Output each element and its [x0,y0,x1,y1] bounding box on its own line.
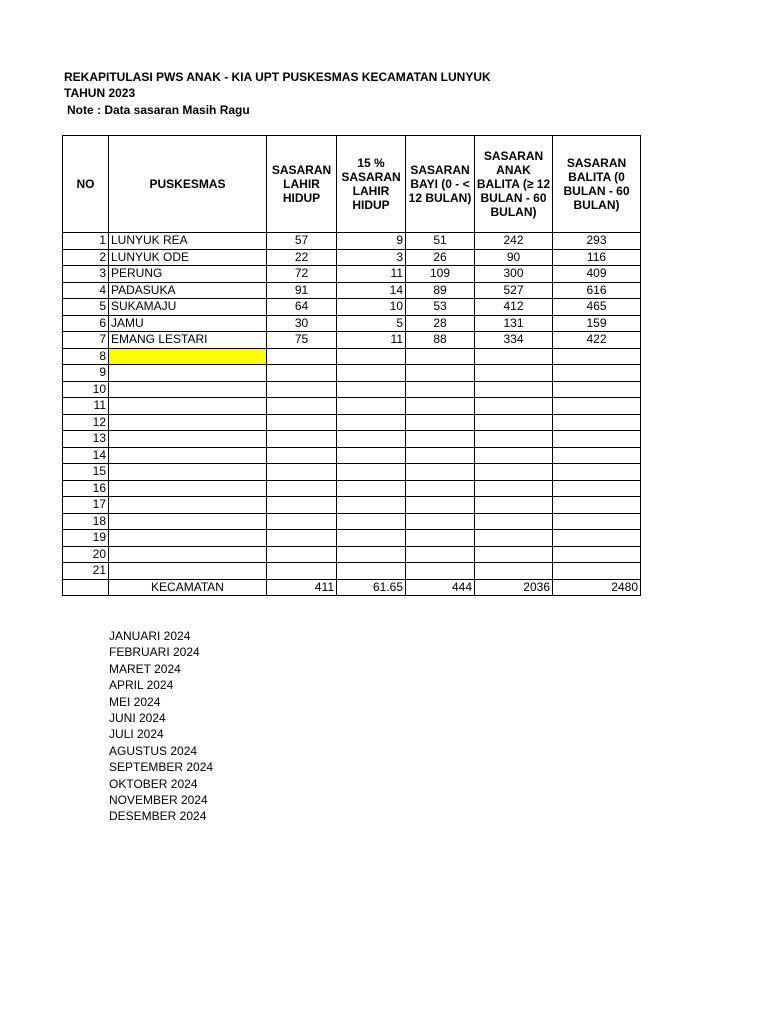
row-no-cell[interactable]: 17 [63,497,109,514]
anak-balita-cell[interactable] [475,546,553,563]
row-no-cell[interactable]: 18 [63,513,109,530]
table-row [63,398,641,415]
month-item: MARET 2024 [109,661,181,676]
bayi-cell[interactable]: 26 [406,249,475,266]
lahir-hidup-cell[interactable] [267,563,337,580]
anak-balita-cell[interactable] [475,464,553,481]
puskesmas-cell[interactable] [109,398,267,415]
bayi-cell[interactable] [406,398,475,415]
puskesmas-cell[interactable]: LUNYUK REA [109,233,267,250]
pct15-cell[interactable]: 9 [337,233,406,250]
table-row [63,480,641,497]
pct15-cell[interactable] [337,381,406,398]
pct15-cell[interactable] [337,348,406,365]
puskesmas-cell[interactable]: LUNYUK ODE [109,249,267,266]
row-no-cell[interactable]: 8 [63,348,109,365]
row-no-cell[interactable]: 2 [63,249,109,266]
pct15-cell[interactable] [337,497,406,514]
anak-balita-cell[interactable] [475,431,553,448]
balita-cell[interactable] [553,447,641,464]
bayi-cell[interactable] [406,513,475,530]
puskesmas-cell[interactable] [109,546,267,563]
row-no-cell[interactable]: 13 [63,431,109,448]
anak-balita-cell[interactable] [475,348,553,365]
total-no-cell[interactable] [63,579,109,596]
lahir-hidup-cell[interactable] [267,398,337,415]
col-header-bayi: SASARAN BAYI (0 - < 12 BULAN) [406,136,475,233]
pct15-cell[interactable] [337,398,406,415]
month-item: JUNI 2024 [109,711,166,726]
lahir-hidup-cell[interactable] [267,381,337,398]
puskesmas-cell[interactable] [109,348,267,365]
row-no-cell[interactable]: 4 [63,282,109,299]
anak-balita-cell[interactable]: 334 [475,332,553,349]
bayi-cell[interactable]: 109 [406,266,475,283]
anak-balita-cell[interactable] [475,447,553,464]
col-header-no: NO [63,136,109,233]
lahir-hidup-cell[interactable]: 30 [267,315,337,332]
table-row [63,546,641,563]
lahir-hidup-cell[interactable] [267,365,337,382]
anak-balita-cell[interactable] [475,398,553,415]
pct15-cell[interactable] [337,365,406,382]
bayi-cell[interactable] [406,431,475,448]
bayi-cell[interactable] [406,365,475,382]
table-row [63,282,641,299]
row-no-cell[interactable]: 3 [63,266,109,283]
bayi-cell[interactable] [406,546,475,563]
balita-cell[interactable] [553,546,641,563]
pct15-cell[interactable] [337,480,406,497]
row-no-cell[interactable]: 10 [63,381,109,398]
lahir-hidup-cell[interactable]: 22 [267,249,337,266]
lahir-hidup-cell[interactable]: 72 [267,266,337,283]
month-item: JANUARI 2024 [109,629,191,643]
row-no-cell[interactable]: 1 [63,233,109,250]
table-row [63,464,641,481]
pct15-cell[interactable]: 11 [337,266,406,283]
table-row [63,332,641,349]
pct15-cell[interactable]: 11 [337,332,406,349]
bayi-cell[interactable] [406,414,475,431]
lahir-hidup-cell[interactable] [267,464,337,481]
anak-balita-cell[interactable]: 527 [475,282,553,299]
row-no-cell[interactable]: 20 [63,546,109,563]
row-no-cell[interactable]: 16 [63,480,109,497]
puskesmas-cell[interactable]: SUKAMAJU [109,299,267,316]
balita-cell[interactable] [553,480,641,497]
table-row [63,348,641,365]
summary-table [62,135,641,596]
total-balita[interactable]: 2480 [553,579,641,596]
anak-balita-cell[interactable] [475,513,553,530]
row-no-cell[interactable]: 21 [63,563,109,580]
table-row [63,447,641,464]
row-no-cell[interactable]: 14 [63,447,109,464]
table-row [63,365,641,382]
puskesmas-cell[interactable]: EMANG LESTARI [109,332,267,349]
balita-cell[interactable] [553,530,641,547]
balita-cell[interactable]: 116 [553,249,641,266]
lahir-hidup-cell[interactable]: 91 [267,282,337,299]
puskesmas-cell[interactable]: PERUNG [109,266,267,283]
lahir-hidup-cell[interactable] [267,414,337,431]
lahir-hidup-cell[interactable] [267,546,337,563]
pct15-cell[interactable]: 10 [337,299,406,316]
lahir-hidup-cell[interactable] [267,497,337,514]
bayi-cell[interactable] [406,447,475,464]
anak-balita-cell[interactable]: 300 [475,266,553,283]
table-row [63,266,641,283]
table-row [63,233,641,250]
table-row [63,315,641,332]
bayi-cell[interactable] [406,464,475,481]
col-header-puskesmas: PUSKESMAS [109,136,267,233]
pct15-cell[interactable] [337,431,406,448]
puskesmas-cell[interactable]: JAMU [109,315,267,332]
table-row [63,299,641,316]
lahir-hidup-cell[interactable] [267,348,337,365]
table-row [63,249,641,266]
puskesmas-cell[interactable] [109,530,267,547]
pct15-cell[interactable] [337,464,406,481]
bayi-cell[interactable] [406,530,475,547]
anak-balita-cell[interactable] [475,563,553,580]
balita-cell[interactable] [553,365,641,382]
table-row [63,431,641,448]
table-row [63,497,641,514]
lahir-hidup-cell[interactable] [267,513,337,530]
lahir-hidup-cell[interactable] [267,431,337,448]
table-row [63,513,641,530]
table-row [63,530,641,547]
pct15-cell[interactable] [337,546,406,563]
anak-balita-cell[interactable]: 412 [475,299,553,316]
bayi-cell[interactable]: 88 [406,332,475,349]
bayi-cell[interactable]: 51 [406,233,475,250]
table-body [63,233,641,580]
table-row [63,414,641,431]
anak-balita-cell[interactable]: 131 [475,315,553,332]
bayi-cell[interactable]: 53 [406,299,475,316]
balita-cell[interactable] [553,381,641,398]
month-item: DESEMBER 2024 [109,809,207,824]
anak-balita-cell[interactable] [475,497,553,514]
col-header-balita: SASARAN BALITA (0 BULAN - 60 BULAN) [553,136,641,233]
table-row [63,563,641,580]
bayi-cell[interactable] [406,480,475,497]
month-item: FEBRUARI 2024 [109,645,200,660]
balita-cell[interactable]: 159 [553,315,641,332]
row-no-cell[interactable]: 6 [63,315,109,332]
report-title: REKAPITULASI PWS ANAK - KIA UPT PUSKESMAS KECAMATAN LUNYUK [64,70,491,84]
table-row [63,381,641,398]
puskesmas-cell[interactable] [109,480,267,497]
pct15-cell[interactable]: 3 [337,249,406,266]
month-list [109,628,213,825]
total-label[interactable]: KECAMATAN [109,579,267,596]
puskesmas-cell[interactable] [109,447,267,464]
puskesmas-cell[interactable] [109,365,267,382]
bayi-cell[interactable] [406,563,475,580]
lahir-hidup-cell[interactable]: 57 [267,233,337,250]
anak-balita-cell[interactable] [475,381,553,398]
puskesmas-cell[interactable] [109,497,267,514]
balita-cell[interactable] [553,497,641,514]
month-item: OKTOBER 2024 [109,776,198,791]
month-item: MEI 2024 [109,694,161,709]
row-no-cell[interactable]: 11 [63,398,109,415]
pct15-cell[interactable] [337,563,406,580]
month-item: JULI 2024 [109,727,164,742]
lahir-hidup-cell[interactable] [267,530,337,547]
col-header-lahir-hidup: SASARAN LAHIR HIDUP [267,136,337,233]
row-no-cell[interactable]: 9 [63,365,109,382]
anak-balita-cell[interactable] [475,530,553,547]
puskesmas-cell[interactable] [109,431,267,448]
lahir-hidup-cell[interactable]: 75 [267,332,337,349]
pct15-cell[interactable] [337,414,406,431]
lahir-hidup-cell[interactable]: 64 [267,299,337,316]
pct15-cell[interactable] [337,513,406,530]
anak-balita-cell[interactable] [475,480,553,497]
balita-cell[interactable] [553,563,641,580]
puskesmas-cell[interactable] [109,464,267,481]
col-header-anak-balita: SASARAN ANAK BALITA (≥ 12 BULAN - 60 BULAN) [475,136,553,233]
row-no-cell[interactable]: 12 [63,414,109,431]
balita-cell[interactable] [553,464,641,481]
row-no-cell[interactable]: 7 [63,332,109,349]
balita-cell[interactable]: 422 [553,332,641,349]
balita-cell[interactable]: 409 [553,266,641,283]
month-item: SEPTEMBER 2024 [109,760,214,775]
row-no-cell[interactable]: 15 [63,464,109,481]
puskesmas-cell[interactable] [109,381,267,398]
bayi-cell[interactable] [406,381,475,398]
total-anak[interactable]: 2036 [475,579,553,596]
balita-cell[interactable]: 616 [553,282,641,299]
pct15-cell[interactable]: 5 [337,315,406,332]
balita-cell[interactable]: 465 [553,299,641,316]
row-no-cell[interactable]: 5 [63,299,109,316]
report-year: TAHUN 2023 [64,86,136,100]
total-row [63,579,641,596]
header-row [63,136,641,233]
balita-cell[interactable] [553,513,641,530]
anak-balita-cell[interactable] [475,365,553,382]
balita-cell[interactable] [553,431,641,448]
report-note: Note : Data sasaran Masih Ragu [67,103,250,117]
balita-cell[interactable] [553,398,641,415]
total-bayi[interactable]: 444 [406,579,475,596]
anak-balita-cell[interactable]: 242 [475,233,553,250]
bayi-cell[interactable] [406,348,475,365]
col-header-15pct: 15 % SASARAN LAHIR HIDUP [337,136,406,233]
balita-cell[interactable] [553,348,641,365]
balita-cell[interactable] [553,414,641,431]
total-pct[interactable]: 61.65 [337,579,406,596]
pct15-cell[interactable] [337,447,406,464]
row-no-cell[interactable]: 19 [63,530,109,547]
pct15-cell[interactable] [337,530,406,547]
puskesmas-cell[interactable] [109,513,267,530]
anak-balita-cell[interactable]: 90 [475,249,553,266]
month-item: APRIL 2024 [109,678,174,693]
puskesmas-cell[interactable]: PADASUKA [109,282,267,299]
lahir-hidup-cell[interactable] [267,480,337,497]
bayi-cell[interactable]: 28 [406,315,475,332]
anak-balita-cell[interactable] [475,414,553,431]
bayi-cell[interactable] [406,497,475,514]
lahir-hidup-cell[interactable] [267,447,337,464]
total-lahir[interactable]: 411 [267,579,337,596]
pct15-cell[interactable]: 14 [337,282,406,299]
puskesmas-cell[interactable] [109,563,267,580]
puskesmas-cell[interactable] [109,414,267,431]
balita-cell[interactable]: 293 [553,233,641,250]
bayi-cell[interactable]: 89 [406,282,475,299]
month-item: AGUSTUS 2024 [109,743,198,758]
month-item: NOVEMBER 2024 [109,793,208,808]
